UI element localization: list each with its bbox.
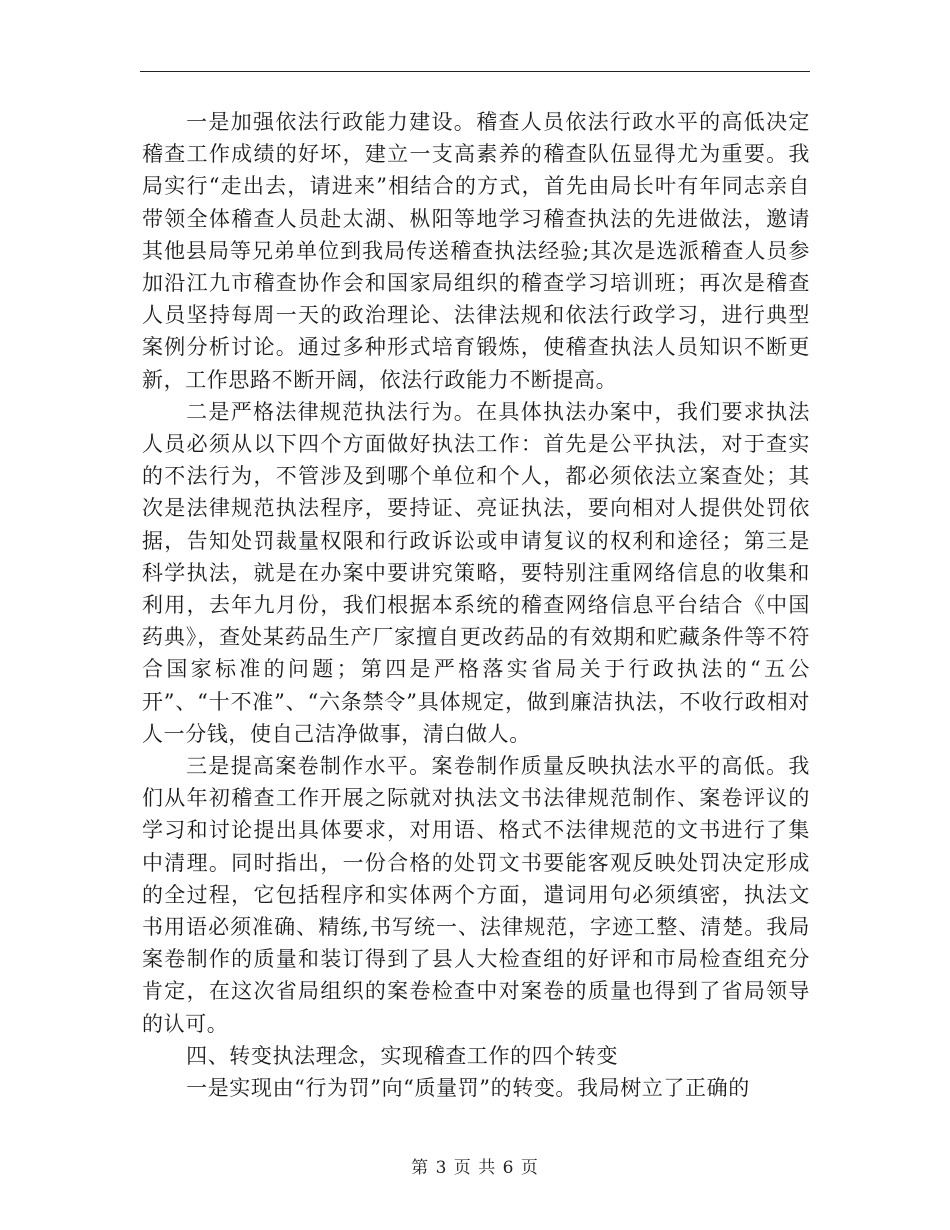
paragraph-capacity-building: 一是加强依法行政能力建设。稽查人员依法行政水平的高低决定稽查工作成绩的好坏，建立一支高素养的稽查队伍显得尤为重要。我局实行“走出去，请进来”相结合的方式，首先由局长叶有年同志亲自带领全体稽查人员赴太湖、枞阳等地学习稽查执法的先进做法，邀请其他县局等兄弟单位到我局传送稽查执法经验;其次是选派稽查人员参加沿江九市稽查协作会和国家局组织的稽查学习培训班；再次是稽查人员坚持每周一天的政治理论、法律法规和依法行政学习，进行典型案例分析讨论。通过多种形式培育锻炼，使稽查执法人员知识不断更新，工作思路不断开阔，依法行政能力不断提高。 — [142, 110, 810, 392]
page-number-footer: 第 3 页 共 6 页 — [411, 1158, 539, 1178]
document-body — [142, 106, 810, 1104]
paragraph-law-enforcement-conduct: 二是严格法律规范执法行为。在具体执法办案中，我们要求执法人员必须从以下四个方面做好执法工作：首先是公平执法，对于查实的不法行为，不管涉及到哪个单位和个人，都必须依法立案查处；其次是法律规范执法程序，要持证、亮证执法，要向相对人提供处罚依据，告知处罚裁量权限和行政诉讼或申请复议的权利和途径；第三是科学执法，就是在办案中要讲究策略，要特别注重网络信息的收集和利用，去年九月份，我们根据本系统的稽查网络信息平台结合《中国药典》，查处某药品生产厂家擅自更改药品的有效期和贮藏条件等不符合国家标准的问题；第四是严格落实省局关于行政执法的“五公开”、“十不准”、“六条禁令”具体规定，做到廉洁执法，不收行政相对人一分钱，使自己洁净做事，清白做人。 — [142, 399, 810, 746]
paragraph-penalty-transition: 一是实现由“行为罚”向“质量罚”的转变。我局树立了正确的 — [186, 1076, 750, 1101]
section-heading: 四、转变执法理念，实现稽查工作的四个转变 — [186, 1043, 619, 1068]
header-rule — [140, 71, 810, 72]
paragraph-case-file-quality: 三是提高案卷制作水平。案卷制作质量反映执法水平的高低。我们从年初稽查工作开展之际就对执法文书法律规范制作、案卷评议的学习和讨论提出具体要求，对用语、格式不法律规范的文书进行了集中清理。同时指出，一份合格的处罚文书要能客观反映处罚决定形成的全过程，它包括程序和实体两个方面，遣词用句必须缜密，执法文书用语必须准确、精练,书写统一、法律规范，字迹工整、清楚。我局案卷制作的质量和装订得到了县人大检查组的好评和市局检查组充分肯定，在这次省局组织的案卷检查中对案卷的质量也得到了省局领导的认可。 — [142, 754, 810, 1036]
